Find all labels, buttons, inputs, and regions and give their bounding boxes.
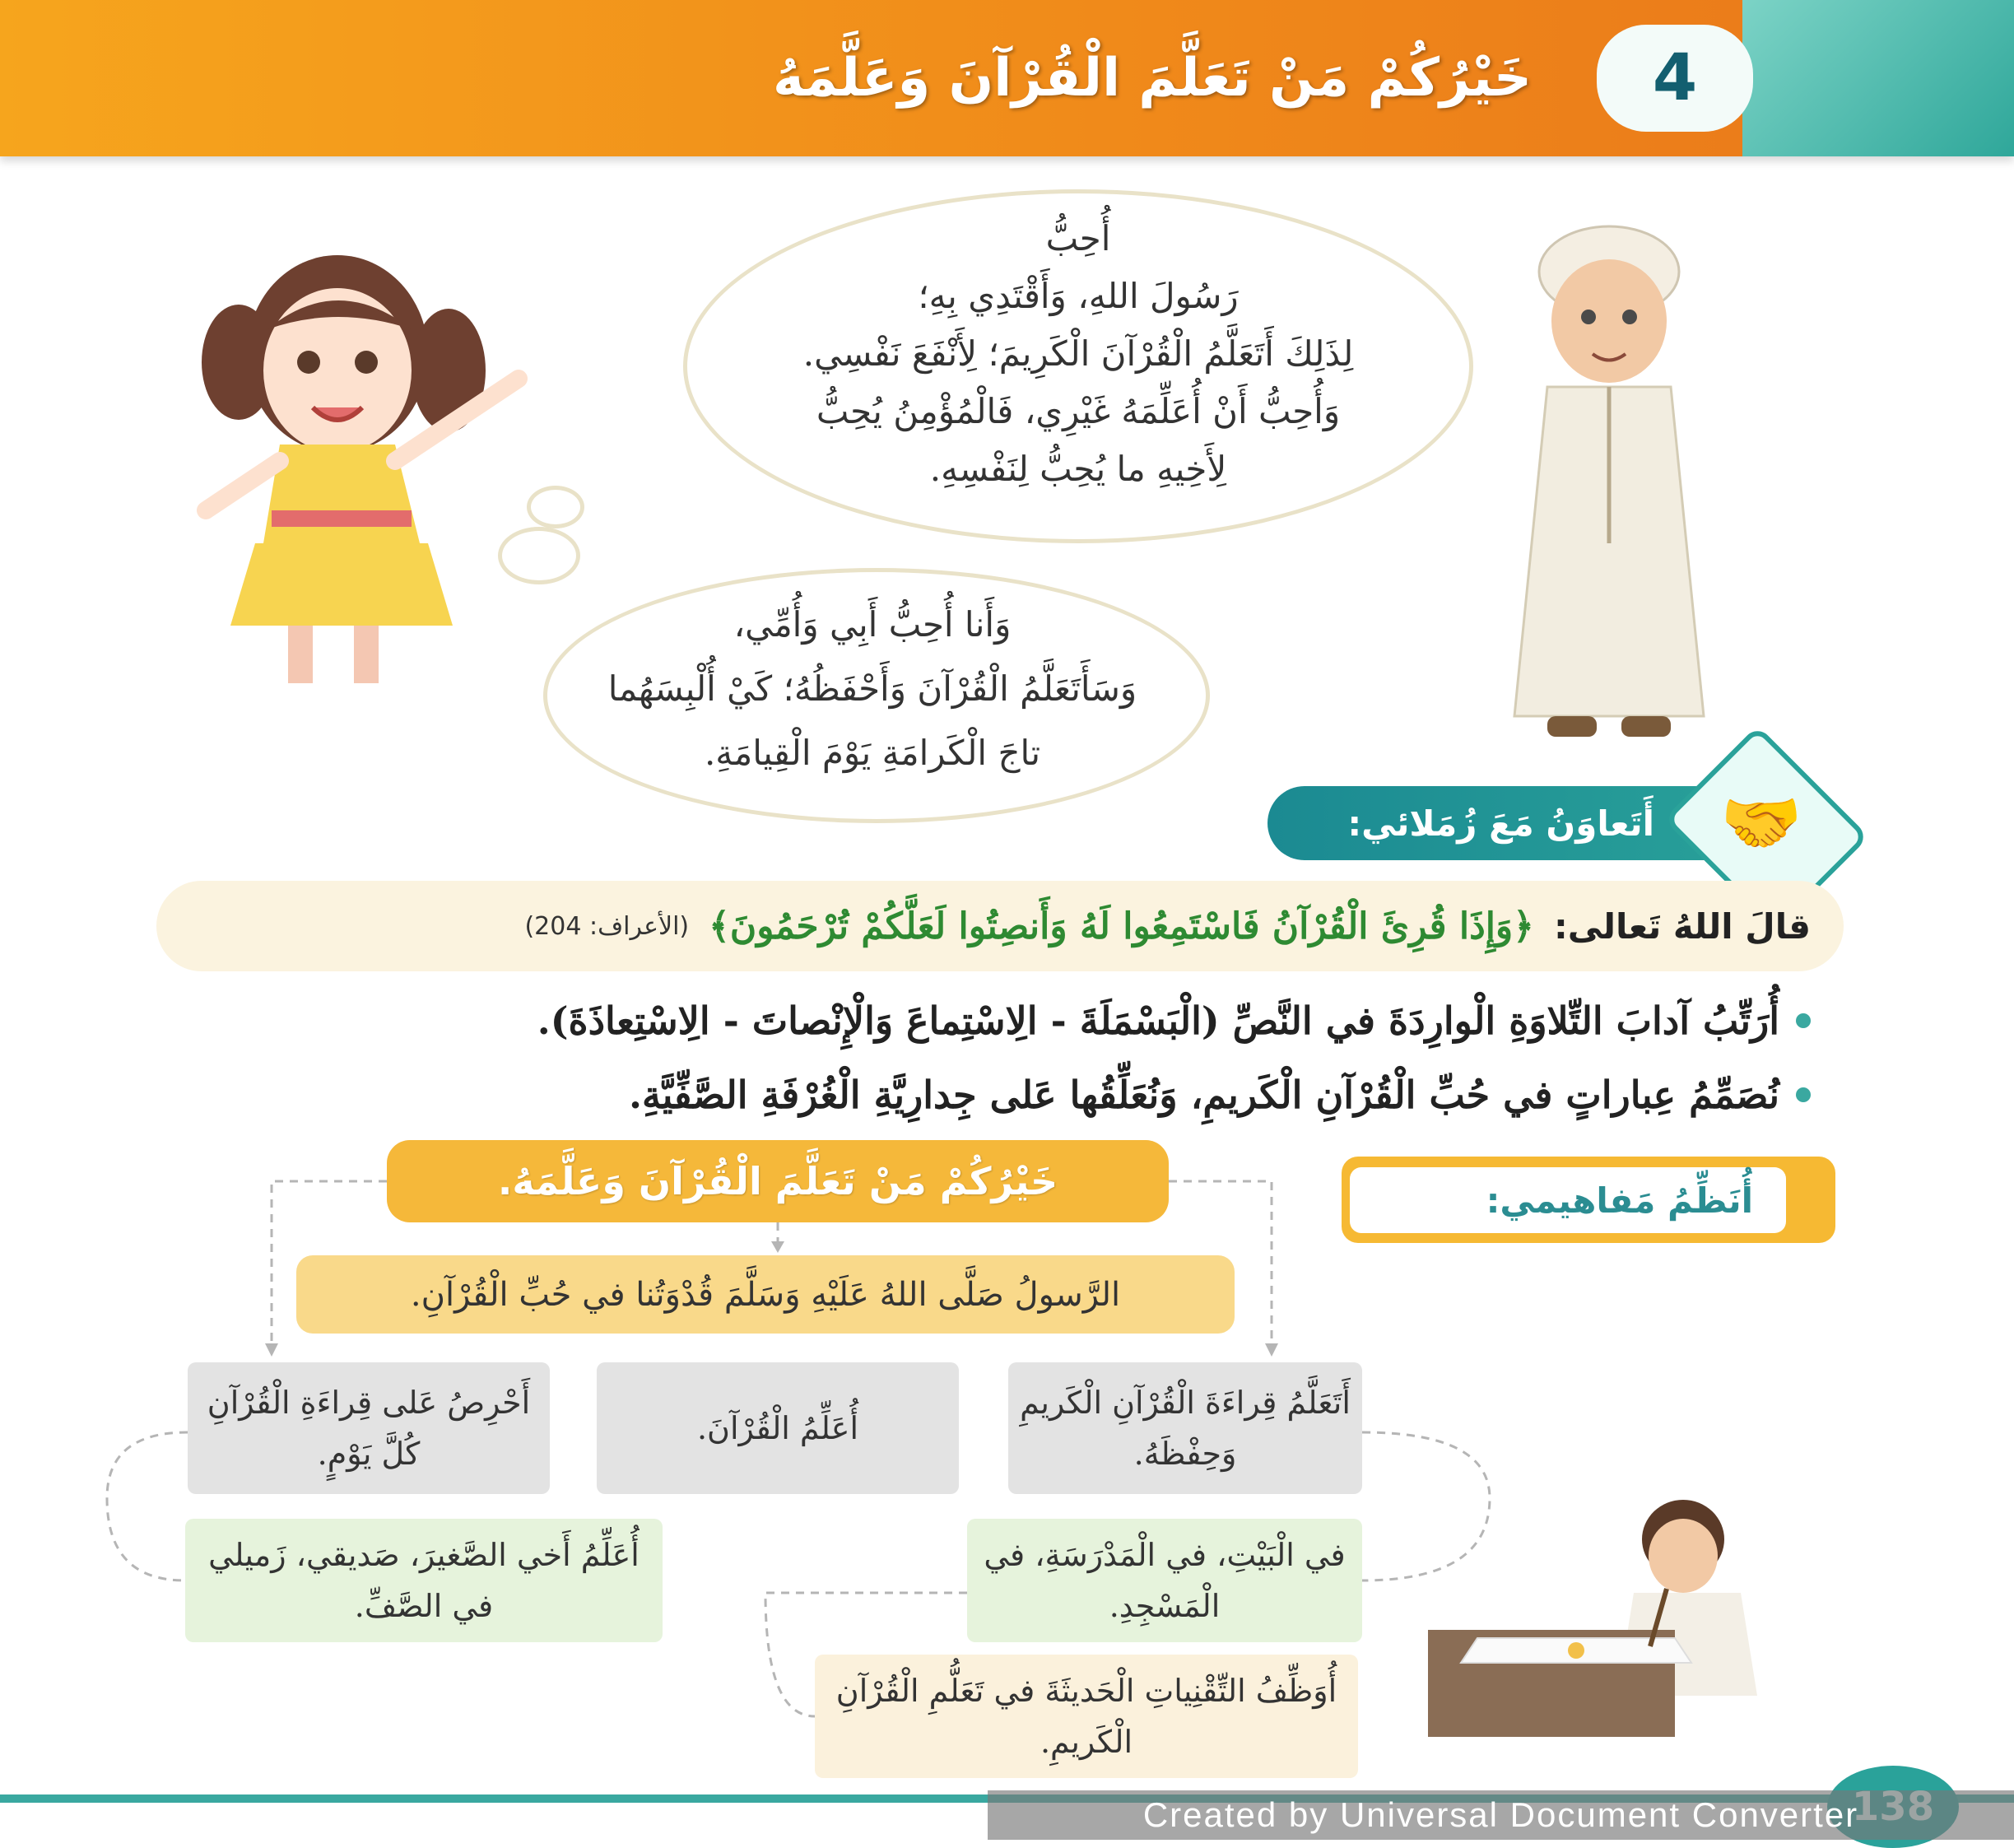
handshake-icon: 🤝 bbox=[1720, 784, 1802, 861]
girl-line: وَأَنا أُحِبُّ أَبِي وَأُمِّي، bbox=[733, 604, 1012, 645]
verse-text: ﴿وَإِذَا قُرِئَ الْقُرْآنُ فَاسْتَمِعُوا لَهُ وَأَنصِتُوا لَعَلَّكُمْ تُرْحَمُونَ﴾ bbox=[709, 905, 1534, 947]
concept-map-subtitle: الرَّسولُ صَلَّى اللهُ عَلَيْهِ وَسَلَّمَ قُدْوَتُنا في حُبِّ الْقُرْآنِ. bbox=[296, 1255, 1235, 1334]
concept-box-places: في الْبَيْتِ، في الْمَدْرَسَةِ، في الْمَسْجِدِ. bbox=[967, 1519, 1362, 1642]
concept-box-people: أُعَلِّمُ أَخي الصَّغيرَ، صَديقي، زَميلي في الصَّفِّ. bbox=[185, 1519, 663, 1642]
verse-label: قالَ اللهُ تَعالى: bbox=[1553, 905, 1811, 947]
boy-line: لِذَلِكَ أَتَعَلَّمُ الْقُرْآنَ الْكَرِيمَ؛ لِأَنْفَعَ نَفْسِي. bbox=[802, 333, 1354, 374]
cooperate-label: أَتَعاوَنُ مَعَ زُمَلائي: bbox=[1347, 803, 1654, 844]
student-illustration bbox=[1428, 1498, 1790, 1737]
lesson-title: خَيْرُكُمْ مَنْ تَعَلَّمَ الْقُرْآنَ وَعَلَّمَهُ bbox=[772, 48, 1533, 109]
task-text: أُرَتِّبُ آدابَ التِّلاوَةِ الْوارِدَةَ في النَّصِّ (الْبَسْمَلَةَ - الِاسْتِماعَ وَالْإِنْصاتَ - الِاسْتِعاذَةَ). bbox=[537, 998, 1779, 1043]
organize-heading: أُنَظِّمُ مَفاهيمي: bbox=[1350, 1167, 1786, 1233]
lesson-number-badge: 4 bbox=[1597, 25, 1753, 132]
verse-reference: (الأعراف: 204) bbox=[524, 911, 690, 941]
concept-box-daily: أَحْرِصُ عَلى قِراءَةِ الْقُرْآنِ كُلَّ يَوْمٍ. bbox=[188, 1362, 550, 1494]
watermark: Created by Universal Document Converter bbox=[988, 1790, 2014, 1840]
boy-line: أُحِبُّ bbox=[1045, 218, 1111, 258]
boy-line: وَأُحِبُّ أَنْ أُعَلِّمَهُ غَيْرِي، فَالْمُؤْمِنُ يُحِبُّ bbox=[816, 391, 1341, 431]
concept-box-technology: أُوَظِّفُ التِّقْنِياتِ الْحَديثَةَ في تَعَلُّمِ الْقُرْآنِ الْكَريمِ. bbox=[815, 1655, 1358, 1778]
boy-line: رَسُولَ اللهِ، وَأَقْتَدِي بِهِ؛ bbox=[918, 276, 1239, 316]
girl-line: تاجَ الْكَرامَةِ يَوْمَ الْقِيامَةِ. bbox=[704, 733, 1041, 773]
girl-line: وَسَأَتَعَلَّمُ الْقُرْآنَ وَأَحْفَظُهُ؛ كَيْ أُلْبِسَهُما bbox=[607, 668, 1137, 709]
concept-box-teach: أُعَلِّمُ الْقُرْآنَ. bbox=[597, 1362, 959, 1494]
task-text: نُصَمِّمُ عِباراتٍ في حُبِّ الْقُرْآنِ الْكَريمِ، وَنُعَلِّقُها عَلى جِدارِيَّةِ الْغُرْفَةِ الصَّفِّيَّةِ. bbox=[629, 1073, 1779, 1117]
concept-map-title: خَيْرُكُمْ مَنْ تَعَلَّمَ الْقُرْآنَ وَعَلَّمَهُ. bbox=[387, 1140, 1169, 1222]
boy-line: لِأَخِيهِ ما يُحِبُّ لِنَفْسِهِ. bbox=[929, 449, 1227, 489]
concept-box-learn: أَتَعَلَّمُ قِراءَةَ الْقُرْآنِ الْكَريمِ وَحِفْظَهُ. bbox=[1008, 1362, 1362, 1494]
